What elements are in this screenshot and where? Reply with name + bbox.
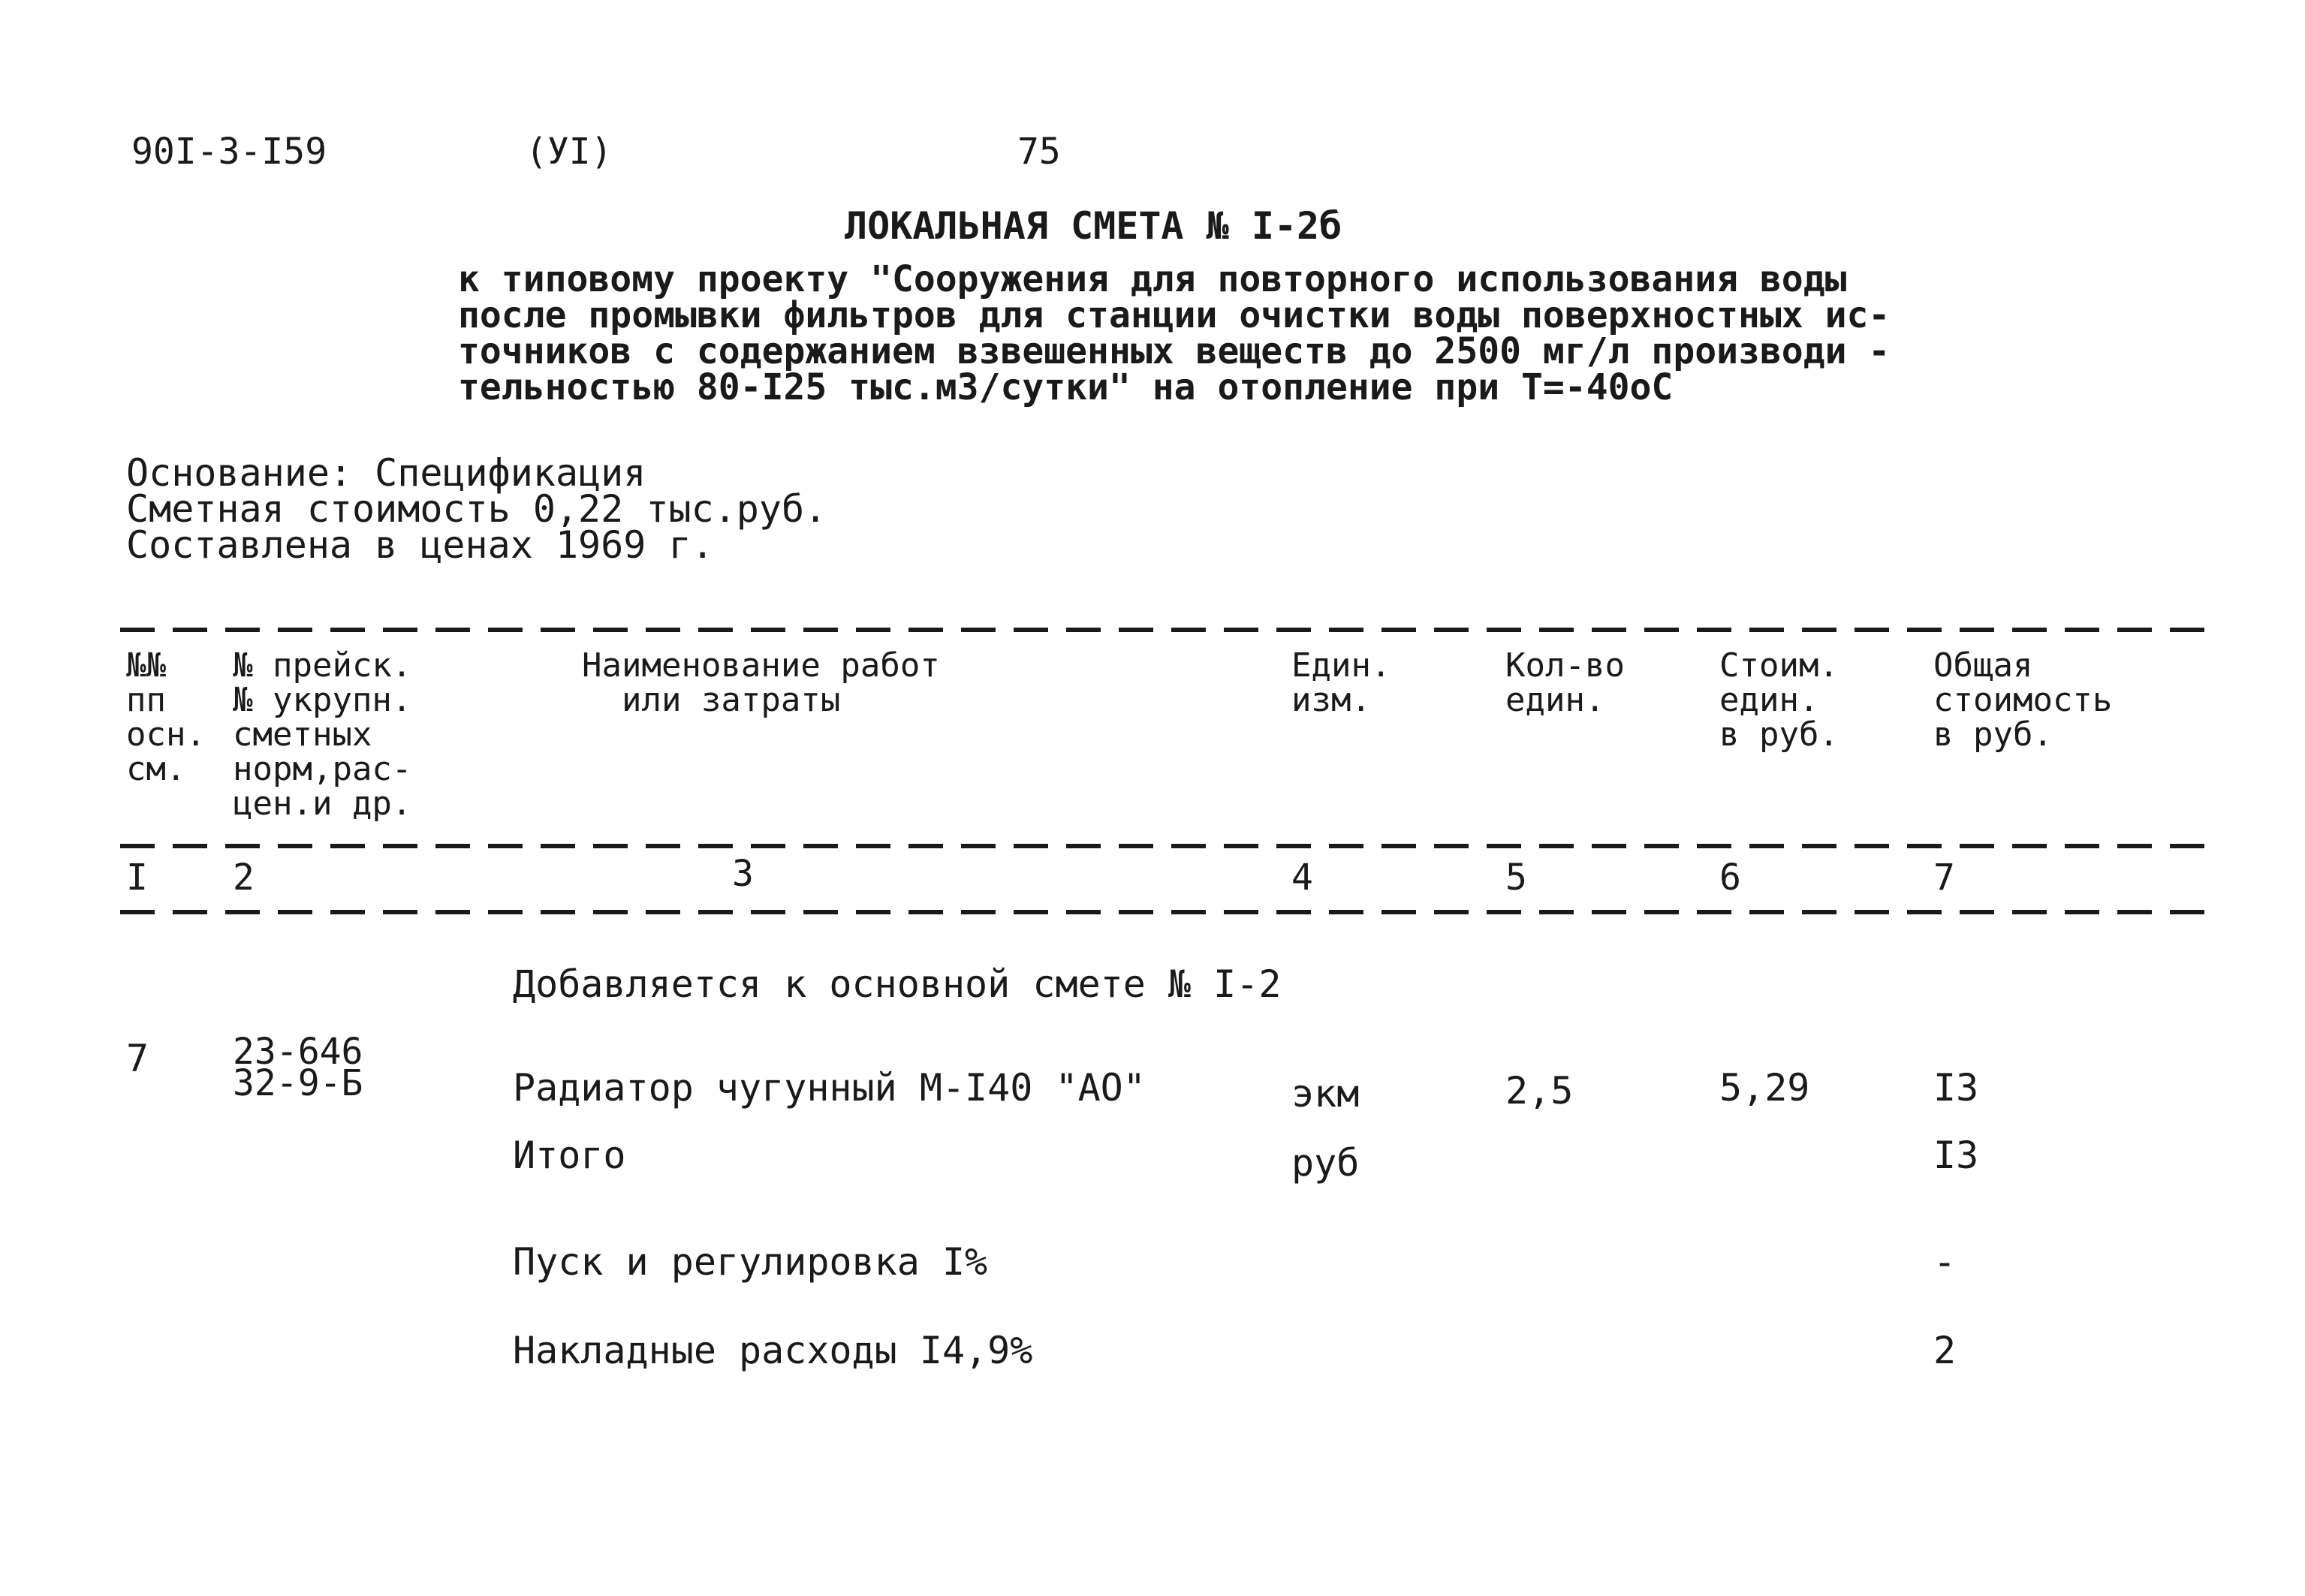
row-1-num: 7 — [126, 1037, 149, 1080]
column-numbers-bottom-rule — [120, 910, 2215, 914]
col-header-unit-cost: Стоим. един. в руб. — [1719, 646, 1839, 754]
col-header-price-ref: № прейск. № укрупн. сметных норм,рас- цен.и др. — [233, 646, 412, 823]
row-1-code: 23-646 32-9-Б — [233, 1031, 363, 1104]
subtitle-line-2: после промывки фильтров для станции очистки воды поверхностных ис- — [458, 294, 1891, 336]
row-1-total: I3 — [1933, 1066, 1979, 1110]
page-title: ЛОКАЛЬНАЯ СМЕТА № I-2б — [845, 204, 1342, 248]
col-number-6: 6 — [1719, 857, 1741, 899]
col-number-7: 7 — [1933, 857, 1955, 899]
col-number-5: 5 — [1505, 857, 1527, 899]
row-4-name: Накладные расходы I4,9% — [513, 1329, 1033, 1372]
col-number-2: 2 — [233, 857, 255, 899]
row-1-unit: экм — [1291, 1072, 1360, 1116]
page-number: 75 — [1017, 131, 1061, 173]
section-title: Добавляется к основной смете № I-2 — [513, 962, 1282, 1006]
row-2-total: I3 — [1933, 1134, 1979, 1177]
col-number-4: 4 — [1291, 857, 1313, 899]
row-3-name: Пуск и регулировка I% — [513, 1240, 988, 1284]
col-header-qty: Кол-во един. — [1505, 646, 1625, 719]
col-header-unit: Един. изм. — [1291, 646, 1391, 719]
document-part: (УI) — [526, 131, 613, 173]
subtitle-line-3: точников с содержанием взвешенных веществ до 2500 мг/л производи - — [458, 330, 1891, 372]
document-code: 90I-3-I59 — [131, 131, 327, 173]
basis-foundation: Основание: Спецификация — [126, 451, 646, 495]
col-number-3: 3 — [732, 853, 754, 895]
subtitle-line-4: тельностью 80-I25 тыс.м3/сутки" на отопление при Т=-40оС — [458, 366, 1674, 408]
row-2-unit: руб — [1291, 1141, 1360, 1185]
basis-cost: Сметная стоимость 0,22 тыс.руб. — [126, 487, 827, 531]
row-2-name: Итого — [513, 1134, 626, 1177]
col-number-1: I — [126, 857, 148, 899]
header-bottom-rule — [120, 844, 2215, 848]
row-1-unit-cost: 5,29 — [1719, 1066, 1810, 1110]
col-header-total: Общая стоимость в руб. — [1933, 646, 2113, 754]
col-header-row-num: №№ пп осн. см. — [126, 646, 206, 788]
table-top-rule — [120, 628, 2215, 632]
basis-prices: Составлена в ценах 1969 г. — [126, 523, 714, 567]
row-3-total: - — [1933, 1240, 1957, 1284]
row-1-qty: 2,5 — [1505, 1069, 1574, 1113]
row-4-total: 2 — [1933, 1329, 1957, 1372]
col-header-name: Наименование работ или затраты — [582, 646, 940, 719]
row-1-name: Радиатор чугунный М-I40 "АО" — [513, 1066, 1146, 1110]
subtitle-line-1: к типовому проекту "Сооружения для повторного использования воды — [458, 258, 1847, 300]
